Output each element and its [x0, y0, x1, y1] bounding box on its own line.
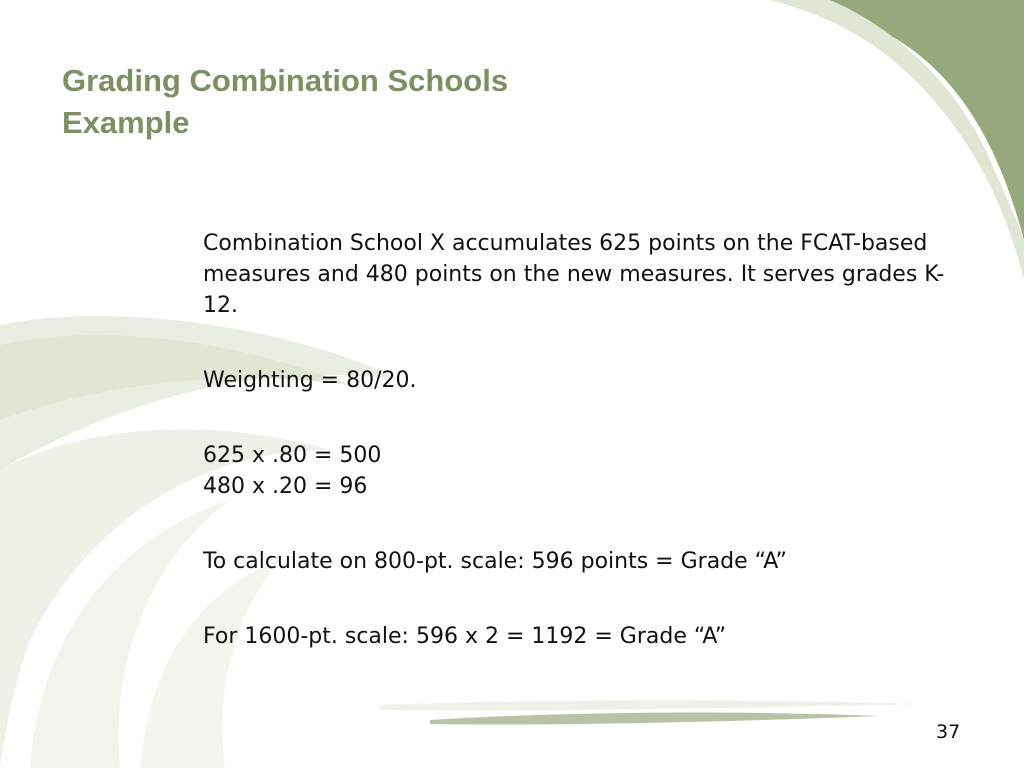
intro-paragraph: Combination School X accumulates 625 points on the FCAT-based measures and 480 points on the new measures. It serves grades K-12.	[203, 231, 945, 318]
scale-800-text: To calculate on 800-pt. scale: 596 points = Grade “A”	[203, 549, 787, 574]
bottom-stroke-soft	[380, 700, 920, 710]
bottom-stroke	[430, 713, 880, 725]
weighting-text: Weighting = 80/20.	[203, 368, 417, 393]
page-number: 37	[936, 721, 961, 743]
calculation-line-1: 625 x .80 = 500	[203, 443, 382, 468]
title-line-2: Example	[62, 105, 190, 140]
title-line-1: Grading Combination Schools	[62, 63, 509, 98]
slide-title	[62, 60, 662, 144]
corner-sweep-dark	[820, 0, 1024, 240]
scale-1600-text: For 1600-pt. scale: 596 x 2 = 1192 = Grade “A”	[203, 624, 727, 649]
slide-body	[203, 228, 973, 652]
calculation-line-2: 480 x .20 = 96	[203, 474, 368, 499]
